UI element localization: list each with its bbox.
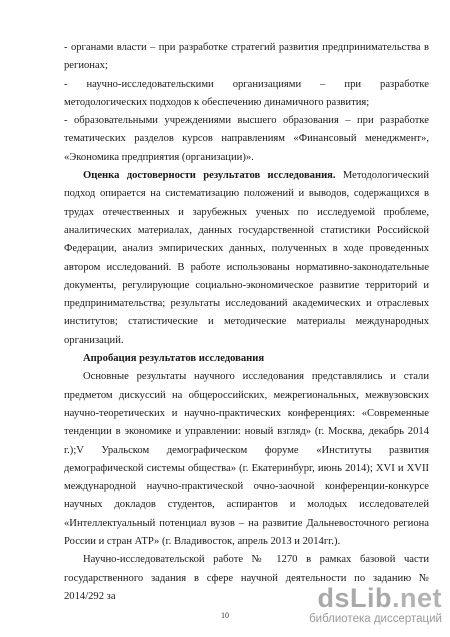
watermark-logo xyxy=(309,585,442,612)
heading-reliability: Оценка достоверности результатов исследования. xyxy=(83,170,336,182)
watermark-subtitle: библиотека диссертаций xyxy=(309,613,442,625)
paragraph-2: - научно-исследовательскими организациями – при разработке методологических подходов к обеспечению динамичного развития; xyxy=(64,78,429,108)
paragraph-1: - органами власти – при разработке стратегий развития предпринимательства в регионах; xyxy=(64,42,429,72)
watermark-logo-main: dsLib xyxy=(317,583,392,613)
document-body xyxy=(64,39,429,606)
paragraph-approbation: Основные результаты научного исследования представлялись и стали предметом дискуссий на общероссийских, межрегиональных, межвузовских научно-теоретических и научно-практических конференциях: «Современные тенденции в экономике и управлении: новый взгляд» (г. Москва, декабрь 2014 г.);V Уральском демографическом форуме «Институты развития демографической системы общества» (г. Екатеринбург, июнь 2014); XVI и XVII международной научно-практической очно-заочной конференции-конкурсе научных докладов студентов, аспирантов и молодых исследователей «Интеллектуальный потенциал вузов – на развитие Дальневосточного региона России и стран АТР» (г. Владивосток, апрель 2013 и 2014гг.). xyxy=(64,371,429,548)
heading-approbation: Апробация результатов исследования xyxy=(83,353,265,365)
watermark xyxy=(309,585,442,625)
page-number: 10 xyxy=(221,611,229,620)
paragraph-research-work: Научно-исследовательской работе № 1270 в рамках базовой части государственного задания в сфере научной деятельности по заданию № 2014/292 за xyxy=(64,554,429,602)
watermark-logo-accent: .net xyxy=(391,583,442,613)
paragraph-3: - образовательными учреждениями высшего образования – при разработке тематических разделов курсов направлениям «Финансовый менеджмент», «Экономика предприятия (организации)». xyxy=(64,115,429,163)
paragraph-reliability-text: Методологический подход опирается на систематизацию положений и выводов, содержащихся в трудах отечественных и зарубежных ученых по исследуемой проблеме, аналитических материалах, данных государственной статистики Российской Федерации, анализ эмпирических данных, полученных в ходе проведенных автором исследований. В работе использованы нормативно-законодательные документы, регулирующие социально-экономическое развитие территорий и предпринимательства; результаты исследований академических и отраслевых институтов; статистические и методические материалы международных организаций. xyxy=(64,170,429,346)
paragraph-reliability xyxy=(64,167,429,350)
